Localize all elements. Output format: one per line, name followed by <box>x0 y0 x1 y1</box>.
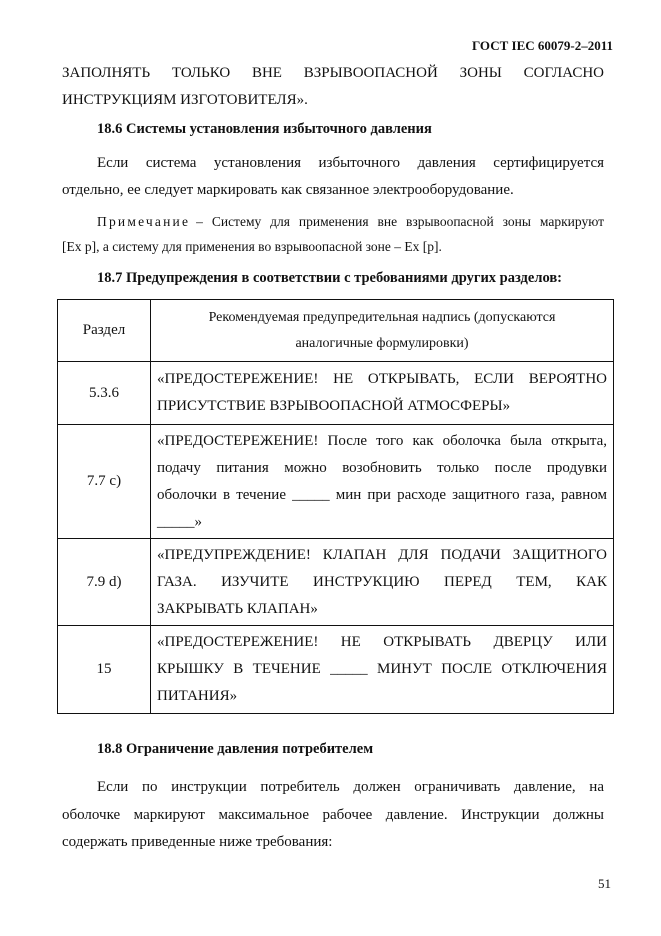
warning-line: ЗАКРЫВАТЬ КЛАПАН» <box>157 600 318 617</box>
intro-line-2: ИНСТРУКЦИЯМ ИЗГОТОВИТЕЛЯ». <box>62 92 308 108</box>
section-18-8-heading: 18.8 Ограничение давления потребителем <box>97 741 374 757</box>
row-warning <box>151 626 614 714</box>
section-18-6-line-2: отдельно, ее следует маркировать как связанное электрооборудование. <box>62 182 514 198</box>
note-text: – Систему для применения вне взрывоопасной зоны маркируют <box>196 214 604 229</box>
row-section: 7.7 c) <box>58 425 151 539</box>
warning-line: «ПРЕДОСТЕРЕЖЕНИЕ! НЕ ОТКРЫВАТЬ, ЕСЛИ ВЕРОЯТНО <box>157 371 607 387</box>
note-label: Примечание <box>97 214 191 229</box>
table-row <box>58 362 614 425</box>
warning-line: ПРИСУТСТВИЕ ВЗРЫВООПАСНОЙ АТМОСФЕРЫ» <box>157 398 511 414</box>
warning-line: «ПРЕДОСТЕРЕЖЕНИЕ! После того как оболочка была открыта, <box>157 432 607 449</box>
intro-line-1: ЗАПОЛНЯТЬ ТОЛЬКО ВНЕ ВЗРЫВООПАСНОЙ ЗОНЫ СОГЛАСНО <box>62 65 604 81</box>
row-warning <box>151 425 614 539</box>
section-18-8-line-3: содержать приведенные ниже требования: <box>62 834 333 850</box>
warning-line: ГАЗА. ИЗУЧИТЕ ИНСТРУКЦИЮ ПЕРЕД ТЕМ, КАК <box>157 573 607 590</box>
warning-line: _____» <box>157 513 202 530</box>
warning-line: «ПРЕДОСТЕРЕЖЕНИЕ! НЕ ОТКРЫВАТЬ ДВЕРЦУ ИЛИ <box>157 634 607 650</box>
warnings-table <box>57 299 614 714</box>
row-section: 5.3.6 <box>58 362 151 425</box>
header-warning <box>151 300 614 362</box>
note-line-1 <box>97 209 604 234</box>
section-18-6-heading: 18.6 Системы установления избыточного давления <box>97 121 432 137</box>
warning-line: оболочки в течение _____ мин при расходе защитного газа, равном <box>157 486 607 503</box>
warning-line: подачу питания можно возобновить только после продувки <box>157 459 607 476</box>
row-section: 15 <box>58 626 151 714</box>
table-header-row <box>58 300 614 362</box>
warning-line: ПИТАНИЯ» <box>157 688 238 704</box>
section-18-7-heading: 18.7 Предупреждения в соответствии с требованиями других разделов: <box>97 270 563 286</box>
row-warning <box>151 539 614 626</box>
table-row <box>58 539 614 626</box>
table-row <box>58 425 614 539</box>
header-warning-line-1: Рекомендуемая предупредительная надпись (допускаются <box>208 309 556 325</box>
standard-number: ГОСТ IEC 60079-2–2011 <box>471 38 613 53</box>
header-warning-line-2: аналогичные формулировки) <box>295 335 469 351</box>
warning-line: КРЫШКУ В ТЕЧЕНИЕ _____ МИНУТ ПОСЛЕ ОТКЛЮЧЕНИЯ <box>157 661 607 677</box>
row-warning <box>151 362 614 425</box>
warning-line: «ПРЕДУПРЕЖДЕНИЕ! КЛАПАН ДЛЯ ПОДАЧИ ЗАЩИТНОГО <box>157 546 607 563</box>
section-18-8-line-1: Если по инструкции потребитель должен ограничивать давление, на <box>97 779 604 795</box>
table-row <box>58 626 614 714</box>
page-number: 51 <box>598 876 611 891</box>
row-section: 7.9 d) <box>58 539 151 626</box>
header-section: Раздел <box>58 300 151 362</box>
section-18-6-line-1: Если система установления избыточного давления сертифицируется <box>97 155 604 171</box>
section-18-8-line-2: оболочке маркируют максимальное рабочее давление. Инструкции должны <box>62 807 604 823</box>
note-line-2: [Ex p], а систему для применения во взрывоопасной зоне – Ex [p]. <box>62 239 442 254</box>
